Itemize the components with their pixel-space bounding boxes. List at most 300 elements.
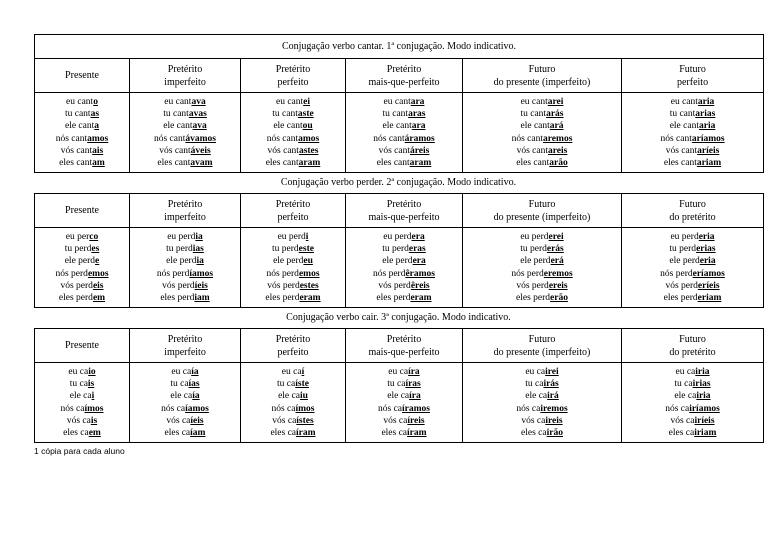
verb-stem: vós perd: [516, 280, 549, 291]
verb-stem: vós cant: [378, 145, 411, 156]
verb-form: [241, 427, 345, 439]
verb-ending: eras: [408, 244, 426, 255]
verb-stem: eles ca: [668, 427, 695, 438]
verb-stem: eles cant: [59, 157, 93, 168]
verb-ending: irias: [692, 379, 711, 390]
verb-stem: nós ca: [378, 403, 403, 414]
tense-header-line: Pretérito: [386, 198, 422, 210]
verb-form: [622, 268, 763, 280]
verb-stem: tu ca: [170, 379, 189, 390]
verb-form: [346, 145, 462, 157]
tense-header-line: perfeito: [277, 76, 309, 88]
verb-ending: íeis: [194, 280, 208, 291]
tense-header-cell: [241, 194, 346, 228]
verb-stem: nós perd: [55, 268, 88, 279]
verb-ending: erei: [548, 231, 564, 242]
verb-ending: eis: [92, 280, 104, 291]
verb-stem: nós ca: [665, 403, 690, 414]
verb-form: [622, 145, 763, 157]
verb-stem: eu ca: [281, 366, 302, 377]
verb-ending: íram: [407, 427, 427, 438]
tense-header-line: mais-que-perfeito: [368, 211, 440, 223]
verb-ending: is: [90, 415, 98, 426]
tense-header-line: Futuro: [528, 63, 556, 75]
verb-stem: eles perd: [160, 292, 195, 303]
verb-form: [463, 108, 621, 120]
tense-header-cell: [622, 59, 764, 93]
conjugation-forms-row: [35, 363, 764, 443]
verb-stem: nós ca: [60, 403, 85, 414]
verb-ending: ava: [191, 96, 206, 107]
verb-stem: tu cant: [272, 109, 298, 120]
verb-form: [35, 120, 129, 132]
verb-form: [346, 280, 462, 292]
verb-stem: nós perd: [266, 268, 299, 279]
verb-stem: ele cant: [163, 121, 193, 132]
tense-header-cell: [35, 329, 130, 363]
verb-stem: eu ca: [388, 366, 409, 377]
verb-ending: aríamos: [691, 133, 725, 144]
verb-form: [241, 243, 345, 255]
verb-ending: irá: [547, 391, 559, 402]
verb-form: [463, 157, 621, 169]
conjugation-table-cair: [34, 328, 764, 443]
verb-stem: tu ca: [387, 379, 406, 390]
tense-header-line: Futuro: [528, 333, 556, 345]
tense-header-line: Presente: [65, 205, 99, 216]
verb-ending: i: [305, 231, 309, 242]
verb-stem: ele perd: [166, 256, 197, 267]
verb-stem: eu ca: [525, 366, 546, 377]
verb-ending: emos: [298, 268, 320, 279]
verb-form: [622, 427, 763, 439]
tense-header-line: do pretérito: [669, 211, 716, 223]
verb-form: [346, 268, 462, 280]
verb-ending: ímos: [295, 403, 315, 414]
verb-stem: eles ca: [164, 427, 191, 438]
verb-form: [130, 268, 240, 280]
tense-header-line: Presente: [65, 70, 99, 81]
tense-header-line: perfeito: [676, 76, 709, 88]
verb-form: [622, 243, 763, 255]
verb-form: [241, 255, 345, 267]
verb-form: [241, 268, 345, 280]
verb-form: [346, 292, 462, 304]
verb-form: [463, 427, 621, 439]
verb-ending: am: [92, 157, 105, 168]
verb-stem: nós ca: [271, 403, 296, 414]
verb-ending: avam: [190, 157, 213, 168]
verb-ending: aríeis: [697, 145, 720, 156]
verb-stem: tu ca: [69, 379, 88, 390]
verb-stem: nós ca: [516, 403, 541, 414]
tense-header-line: Futuro: [528, 198, 556, 210]
verb-ending: ávamos: [185, 133, 217, 144]
verb-ending: ereis: [548, 280, 568, 291]
verb-ending: eram: [299, 292, 321, 303]
verb-form: [346, 366, 462, 378]
verb-stem: eu perd: [520, 231, 549, 242]
verb-ending: irei: [545, 366, 559, 377]
verb-stem: nós ca: [161, 403, 186, 414]
verb-ending: íamos: [185, 403, 209, 414]
verb-ending: aram: [409, 157, 432, 168]
verb-form: [241, 231, 345, 243]
conjugation-forms-row: [35, 93, 764, 173]
verb-form: [130, 231, 240, 243]
tense-header-cell: [463, 329, 622, 363]
verb-ending: irás: [543, 379, 559, 390]
verb-form: [463, 96, 621, 108]
verb-ending: i: [91, 391, 95, 402]
verb-form: [130, 366, 240, 378]
verb-ending: íra: [408, 366, 420, 377]
verb-ending: ariam: [696, 157, 722, 168]
verb-stem: eles cant: [157, 157, 191, 168]
verb-form: [622, 157, 763, 169]
verb-ending: arão: [549, 157, 568, 168]
verb-stem: eu perd: [383, 231, 412, 242]
verb-ending: aram: [298, 157, 321, 168]
verb-form: [463, 120, 621, 132]
verb-ending: áreis: [410, 145, 430, 156]
verb-ending: erão: [550, 292, 568, 303]
verb-form: [241, 378, 345, 390]
verb-form: [346, 157, 462, 169]
verb-form: [346, 108, 462, 120]
verb-ending: aras: [408, 109, 426, 120]
tense-header-cell: [35, 194, 130, 228]
verb-form: [622, 120, 763, 132]
verb-ending: í: [301, 366, 305, 377]
conjugation-cell: [35, 93, 130, 173]
verb-ending: estes: [299, 280, 319, 291]
verb-ending: ará: [549, 121, 564, 132]
verb-ending: aste: [297, 109, 314, 120]
verb-ending: ei: [303, 96, 311, 107]
tense-header-line: Pretérito: [167, 63, 203, 75]
verb-form: [346, 378, 462, 390]
table-title-perder: Conjugação verbo perder. 2ª conjugação. Modo indicativo.: [280, 177, 517, 188]
verb-form: [346, 427, 462, 439]
verb-stem: tu perd: [382, 244, 409, 255]
tense-header-cell: [346, 329, 463, 363]
verb-stem: ele ca: [278, 391, 300, 402]
verb-ending: ia: [195, 231, 203, 242]
verb-stem: ele cant: [273, 121, 303, 132]
verb-stem: tu perd: [272, 244, 299, 255]
verb-stem: eles cant: [663, 157, 697, 168]
verb-form: [622, 231, 763, 243]
verb-stem: tu perd: [520, 244, 547, 255]
verb-form: [35, 157, 129, 169]
conjugation-cell: [346, 363, 463, 443]
verb-stem: tu ca: [525, 379, 544, 390]
footnote: 1 cópia para cada aluno: [34, 446, 125, 456]
verb-form: [130, 108, 240, 120]
verb-form: [130, 120, 240, 132]
verb-form: [622, 96, 763, 108]
conjugation-cell: [35, 228, 130, 308]
verb-ending: áveis: [190, 145, 211, 156]
verb-stem: eu perd: [167, 231, 196, 242]
verb-stem: nós cant: [660, 133, 692, 144]
verb-stem: vós cant: [60, 145, 93, 156]
verb-form: [130, 133, 240, 145]
verb-ending: is: [87, 379, 95, 390]
verb-stem: tu ca: [277, 379, 296, 390]
verb-stem: vós ca: [521, 415, 546, 426]
tense-header-line: Presente: [65, 340, 99, 351]
verb-stem: vós cant: [267, 145, 299, 156]
verb-ending: avas: [188, 109, 207, 120]
verb-stem: eles perd: [376, 292, 411, 303]
conjugation-cell: [622, 363, 764, 443]
verb-stem: eu cant: [670, 96, 698, 107]
verb-stem: vós perd: [378, 280, 411, 291]
verb-stem: vós ca: [66, 415, 91, 426]
verb-form: [130, 243, 240, 255]
verb-ending: co: [89, 231, 99, 242]
tense-header-line: do presente (imperfeito): [493, 346, 591, 358]
verb-stem: tu perd: [166, 244, 193, 255]
verb-ending: ava: [192, 121, 207, 132]
verb-ending: as: [90, 109, 100, 120]
verb-form: [35, 390, 129, 402]
verb-ending: ou: [302, 121, 313, 132]
tense-header-line: imperfeito: [164, 76, 206, 88]
conjugation-cell: [463, 93, 622, 173]
conjugation-cell: [35, 363, 130, 443]
verb-form: [35, 231, 129, 243]
verb-form: [35, 255, 129, 267]
verb-form: [463, 231, 621, 243]
verb-form: [622, 280, 763, 292]
verb-form: [35, 96, 129, 108]
tense-header-line: Pretérito: [275, 333, 311, 345]
verb-ending: eremos: [543, 268, 573, 279]
verb-ending: íeis: [190, 415, 204, 426]
verb-form: [346, 415, 462, 427]
verb-stem: ele cant: [669, 121, 699, 132]
conjugation-table-perder: [34, 193, 764, 308]
verb-ending: êreis: [410, 280, 430, 291]
verb-stem: ele perd: [273, 256, 304, 267]
conjugation-cell: [130, 93, 241, 173]
verb-form: [130, 96, 240, 108]
tense-header-cell: [463, 194, 622, 228]
verb-stem: tu cant: [382, 109, 409, 120]
verb-form: [463, 145, 621, 157]
verb-stem: tu ca: [674, 379, 693, 390]
verb-form: [130, 403, 240, 415]
tense-header-line: Pretérito: [386, 333, 422, 345]
verb-stem: vós cant: [516, 145, 549, 156]
verb-ending: ía: [191, 366, 199, 377]
verb-form: [622, 292, 763, 304]
verb-form: [346, 255, 462, 267]
verb-ending: arias: [695, 109, 716, 120]
verb-ending: êramos: [405, 268, 435, 279]
verb-stem: eles perd: [516, 292, 551, 303]
verb-stem: ele ca: [525, 391, 548, 402]
verb-form: [241, 280, 345, 292]
verb-ending: íreis: [407, 415, 425, 426]
tense-header-cell: [346, 59, 463, 93]
verb-ending: astes: [298, 145, 319, 156]
verb-ending: aria: [697, 96, 715, 107]
verb-stem: nós perd: [511, 268, 544, 279]
verb-ending: este: [298, 244, 314, 255]
table-title: Conjugação verbo cantar. 1ª conjugação. Modo indicativo.: [35, 35, 764, 59]
tense-header-line: Pretérito: [275, 198, 311, 210]
verb-stem: nós cant: [511, 133, 544, 144]
verb-form: [463, 280, 621, 292]
verb-stem: eles perd: [265, 292, 300, 303]
verb-ending: era: [412, 256, 426, 267]
verb-form: [35, 403, 129, 415]
verb-form: [130, 415, 240, 427]
verb-stem: tu cant: [520, 109, 547, 120]
conjugation-cell: [130, 228, 241, 308]
verb-form: [241, 390, 345, 402]
verb-stem: ele cant: [520, 121, 550, 132]
verb-stem: vós perd: [267, 280, 300, 291]
tense-header-cell: [130, 329, 241, 363]
verb-ending: ais: [92, 145, 104, 156]
verb-stem: ele perd: [64, 256, 96, 267]
verb-stem: eles perd: [58, 292, 93, 303]
tense-header-line: Pretérito: [386, 63, 422, 75]
verb-form: [241, 96, 345, 108]
verb-ending: eríamos: [692, 268, 725, 279]
verb-stem: tu perd: [64, 244, 92, 255]
verb-form: [241, 366, 345, 378]
verb-form: [463, 133, 621, 145]
table-title-row: [35, 35, 764, 59]
tense-header-line: perfeito: [277, 211, 309, 223]
verb-stem: ele ca: [69, 391, 92, 402]
verb-form: [241, 133, 345, 145]
verb-stem: nós perd: [660, 268, 693, 279]
tense-header-cell: [130, 194, 241, 228]
verb-stem: eles cant: [516, 157, 550, 168]
verb-ending: ías: [188, 379, 200, 390]
verb-ending: ara: [410, 96, 425, 107]
verb-stem: eles cant: [265, 157, 299, 168]
verb-ending: eram: [410, 292, 432, 303]
tense-header-line: mais-que-perfeito: [368, 346, 440, 358]
tense-header-line: imperfeito: [164, 346, 206, 358]
verb-form: [463, 378, 621, 390]
verb-ending: emos: [87, 268, 109, 279]
verb-form: [130, 280, 240, 292]
verb-ending: amos: [298, 133, 320, 144]
tense-header-cell: [241, 59, 346, 93]
verb-form: [622, 366, 763, 378]
verb-stem: eles perd: [663, 292, 698, 303]
verb-ending: íste: [295, 379, 309, 390]
tense-header-line: mais-que-perfeito: [368, 76, 440, 88]
verb-stem: eles ca: [63, 427, 89, 438]
tense-header-cell: [622, 329, 764, 363]
verb-ending: íamos: [189, 268, 214, 279]
verb-ending: erás: [546, 244, 564, 255]
verb-form: [463, 292, 621, 304]
tense-header-cell: [130, 59, 241, 93]
verb-ending: e: [95, 256, 100, 267]
verb-ending: a: [94, 121, 100, 132]
verb-form: [241, 108, 345, 120]
verb-ending: íramos: [402, 403, 430, 414]
verb-ending: o: [93, 96, 98, 107]
verb-stem: eu perd: [670, 231, 699, 242]
verb-stem: eu cant: [383, 96, 411, 107]
verb-ending: era: [411, 231, 425, 242]
verb-form: [463, 403, 621, 415]
verb-stem: nós perd: [373, 268, 406, 279]
verb-ending: iriam: [694, 427, 717, 438]
verb-form: [622, 403, 763, 415]
verb-ending: ía: [192, 391, 200, 402]
verb-stem: eu cant: [66, 96, 94, 107]
tense-header-line: do pretérito: [669, 346, 716, 358]
conjugation-forms-row: [35, 228, 764, 308]
verb-form: [622, 390, 763, 402]
conjugation-cell: [130, 363, 241, 443]
conjugation-cell: [463, 363, 622, 443]
verb-stem: eu per: [65, 231, 90, 242]
verb-form: [463, 415, 621, 427]
verb-ending: íram: [296, 427, 316, 438]
tense-header-row: [35, 329, 764, 363]
verb-stem: nós cant: [373, 133, 405, 144]
verb-form: [35, 378, 129, 390]
verb-ending: ia: [196, 256, 204, 267]
verb-form: [622, 378, 763, 390]
verb-form: [463, 243, 621, 255]
verb-stem: eu ca: [171, 366, 192, 377]
verb-ending: eria: [699, 256, 716, 267]
verb-ending: eriam: [697, 292, 722, 303]
tense-header-line: imperfeito: [164, 211, 206, 223]
verb-stem: eu cant: [520, 96, 548, 107]
tense-header-line: do presente (imperfeito): [493, 76, 591, 88]
conjugation-table-cantar: [34, 34, 764, 173]
verb-stem: nós cant: [153, 133, 186, 144]
verb-ending: em: [88, 427, 101, 438]
verb-ending: eríeis: [697, 280, 720, 291]
verb-form: [130, 378, 240, 390]
verb-stem: ele ca: [387, 391, 410, 402]
verb-ending: aria: [698, 121, 716, 132]
verb-stem: vós perd: [60, 280, 93, 291]
verb-ending: ara: [411, 121, 426, 132]
verb-stem: vós perd: [665, 280, 698, 291]
verb-form: [241, 120, 345, 132]
tense-header-line: Futuro: [679, 63, 706, 75]
verb-stem: ele perd: [382, 256, 413, 267]
verb-form: [241, 403, 345, 415]
verb-ending: iria: [696, 391, 711, 402]
verb-ending: irão: [546, 427, 563, 438]
verb-stem: vós cant: [665, 145, 698, 156]
verb-form: [463, 255, 621, 267]
verb-ending: ireis: [545, 415, 563, 426]
verb-ending: íras: [405, 379, 421, 390]
verb-stem: ele cant: [64, 121, 95, 132]
verb-form: [346, 243, 462, 255]
